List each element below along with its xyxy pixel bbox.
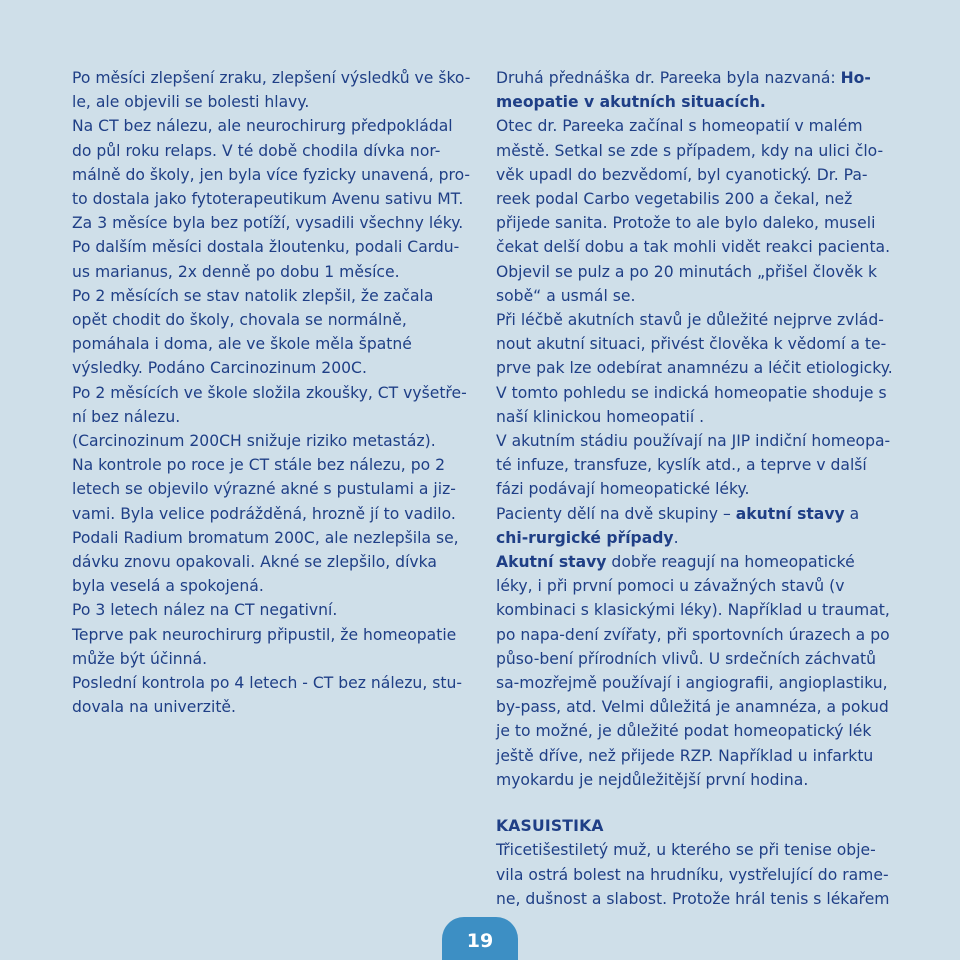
paragraph: Na kontrole po roce je CT stále bez nálezu, po 2 letech se objevilo výrazné akné s pustulami a jiz-vami. Byla velice podrážděná, hrozně jí to vadilo.	[72, 456, 456, 523]
paragraph	[496, 550, 893, 792]
paragraph: Třicetišestiletý muž, u kterého se při tenise obje-vila ostrá bolest na hrudníku, vystřelující do rame-ne, dušnost a slabost. Protože hrál tenis s lékařem	[496, 841, 890, 908]
paragraph-text: Druhá přednáška dr. Pareeka byla nazvaná:	[496, 69, 841, 87]
paragraph: Po dalším měsíci dostala žloutenku, podali Cardu-us marianus, 2x denně po dobu 1 měsíce.	[72, 238, 460, 281]
paragraph: Na CT bez nálezu, ale neurochirurg předpokládal do půl roku relaps. V té době chodila dívka nor-málně do školy, jen byla více fyzicky unavená, pro-to dostala jako fytoterapeutikum Avenu sativu MT.	[72, 117, 471, 209]
paragraph-text: .	[673, 528, 679, 547]
paragraph: V akutním stádiu používají na JIP indiční homeopa-té infuze, transfuze, kyslík atd., a teprve v další fázi podávají homeopatické léky.	[496, 432, 891, 499]
page-number-tab	[442, 917, 518, 960]
paragraph: Teprve pak neurochirurg připustil, že homeopatie může být účinná.	[72, 625, 457, 668]
paragraph: Otec dr. Pareeka začínal s homeopatií v malém městě. Setkal se zde s případem, kdy na ulici člo-věk upadl do bezvědomí, byl cyanotický. Dr. Pa-reek podal Carbo vegetabilis 200 a čekal, než přijede sanita. Protože to ale bylo daleko, museli čekat delší dobu a tak mohli vidět reakci pacienta. Objevil se pulz a po 20 minutách „přišel člověk k sobě“ a usmál se.	[496, 117, 891, 305]
left-column	[72, 66, 472, 719]
page-number: 19	[466, 929, 494, 952]
emphasis: chi-rurgické případy	[496, 528, 674, 547]
paragraph	[496, 502, 893, 550]
right-column	[496, 66, 893, 911]
paragraph: Po měsíci zlepšení zraku, zlepšení výsledků ve ško-le, ale objevili se bolesti hlavy.	[72, 69, 471, 112]
paragraph: Po 2 měsících se stav natolik zlepšil, že začala opět chodit do školy, chovala se normálně, pomáhala i doma, ale ve škole měla špatné výsledky. Podáno Carcinozinum 200C.	[72, 286, 434, 378]
paragraph: Poslední kontrola po 4 letech - CT bez nálezu, stu-dovala na univerzitě.	[72, 674, 462, 717]
paragraph	[496, 66, 893, 114]
lecture-title: Ho-meopatie v akutních situacích.	[496, 69, 871, 112]
paragraph: Po 2 měsících ve škole složila zkoušky, CT vyšetře-ní bez nálezu.	[72, 383, 467, 426]
paragraph: Při léčbě akutních stavů je důležité nejprve zvlád-nout akutní situaci, přivést člověka k vědomí a te-prve pak lze odebírat anamnézu a léčit etiologicky.	[496, 311, 893, 378]
paragraph-text: a	[844, 504, 860, 523]
paragraph: Za 3 měsíce byla bez potíží, vysadili všechny léky.	[72, 214, 464, 233]
emphasis: Akutní stavy	[496, 553, 607, 572]
section-heading: KASUISTIKA	[496, 817, 604, 836]
paragraph-text: Pacienty dělí na dvě skupiny –	[496, 504, 736, 523]
section-spacer	[496, 792, 893, 814]
paragraph-text: dobře reagují na homeopatické léky, i při první pomoci u závažných stavů (v kombinaci s klasickými léky). Například u traumat, po napa-dení zvířaty, při sportovních úrazech a po půso-bení přírodních vlivů. U srdečních záchvatů sa-mozřejmě používají i angiografii, angioplastiku, by-pass, atd. Velmi důležitá je anamnéza, a pokud je to možné, je důležité podat homeopatický lék ještě dříve, než přijede RZP. Například u infarktu myokardu je nejdůležitější první hodina.	[496, 553, 890, 789]
paragraph: (Carcinozinum 200CH snižuje riziko metastáz).	[72, 432, 436, 451]
emphasis: akutní stavy	[735, 504, 845, 523]
paragraph: Po 3 letech nález na CT negativní.	[72, 601, 338, 620]
paragraph: Podali Radium bromatum 200C, ale nezlepšila se, dávku znovu opakovali. Akné se zlepšilo, dívka byla veselá a spokojená.	[72, 528, 459, 596]
paragraph: V tomto pohledu se indická homeopatie shoduje s naší klinickou homeopatií .	[496, 383, 887, 426]
